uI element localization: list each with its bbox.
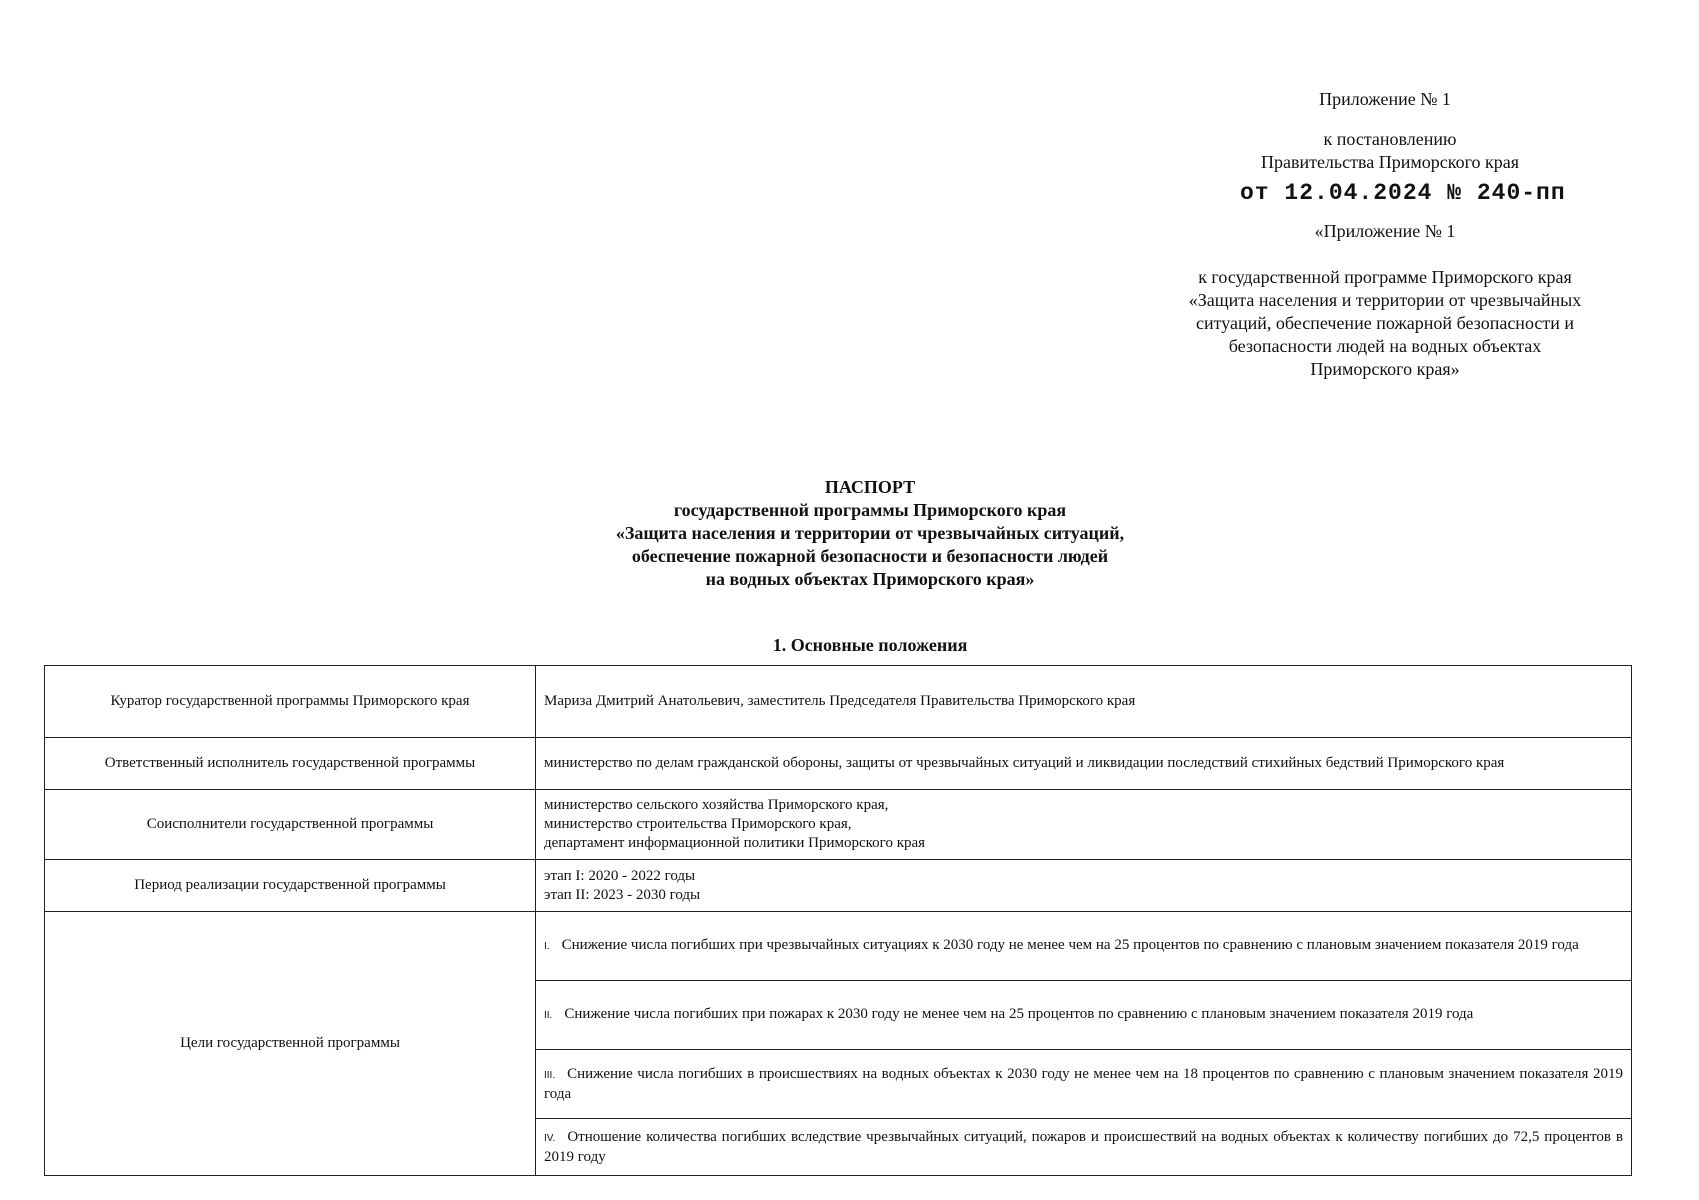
table-row: [45, 790, 1632, 860]
row-label: Ответственный исполнитель государственной программы: [45, 738, 536, 790]
table-row: [45, 738, 1632, 790]
program-reference-line: Приморского края»: [1310, 359, 1460, 379]
goal-numeral: I.: [544, 941, 550, 952]
table-row: [45, 860, 1632, 912]
passport-table: [44, 665, 1632, 1176]
decree-number: от 12.04.2024 № 240-пп: [1240, 180, 1566, 206]
decree-reference: [1200, 128, 1580, 174]
goal-numeral: IV.: [544, 1132, 556, 1144]
goal-numeral: II.: [544, 1010, 553, 1021]
title-line: государственной программы Приморского края: [673, 500, 1067, 520]
row-value-line: департамент информационной политики Приморского края: [544, 835, 926, 851]
title-line: на водных объектах Приморского края»: [705, 569, 1035, 589]
row-label: Куратор государственной программы Приморского края: [45, 666, 536, 738]
row-label: Соисполнители государственной программы: [45, 790, 536, 860]
goal-row: [45, 912, 1632, 981]
goal-item: [536, 981, 1632, 1050]
row-value-line: этап II: 2023 - 2030 годы: [544, 886, 701, 903]
document-title: [500, 476, 1240, 591]
goal-text: Отношение количества погибших вследствие чрезвычайных ситуаций, пожаров и происшествий на водных объектах к количеству погибших до 72,5 процентов в 2019 году: [544, 1128, 1623, 1165]
goal-item: [536, 912, 1632, 981]
program-reference-line: «Защита населения и территории от чрезвычайных: [1188, 290, 1582, 310]
program-reference-line: безопасности людей на водных объектах: [1228, 336, 1542, 356]
section-title: 1. Основные положения: [772, 635, 968, 655]
decree-line: к постановлению: [1323, 129, 1457, 149]
row-value-line: министерство сельского хозяйства Приморского края,: [544, 797, 889, 813]
title-line: «Защита населения и территории от чрезвычайных ситуаций,: [615, 523, 1125, 543]
goal-text: Снижение числа погибших в происшествиях на водных объектах к 2030 году не менее чем на 18 процентов по сравнению с плановым значением показателя 2019 года: [544, 1065, 1623, 1102]
program-reference: [1140, 266, 1630, 381]
decree-line: Правительства Приморского края: [1260, 152, 1520, 172]
row-value-line: этап I: 2020 - 2022 годы: [544, 867, 696, 884]
row-value-line: Мариза Дмитрий Анатольевич, заместитель Председателя Правительства Приморского края: [544, 693, 1136, 709]
row-value-line: министерство строительства Приморского края,: [544, 816, 852, 832]
row-value: [536, 790, 1632, 860]
goal-item: [536, 1050, 1632, 1119]
goal-text: Снижение числа погибших при чрезвычайных ситуациях к 2030 году не менее чем на 25 процентов по сравнению с плановым значением показателя 2019 года: [561, 937, 1579, 953]
title-line: обеспечение пожарной безопасности и безопасности людей: [631, 546, 1109, 566]
program-reference-line: к государственной программе Приморского края: [1198, 267, 1572, 287]
row-value: [536, 738, 1632, 790]
goal-item: [536, 1119, 1632, 1176]
row-value-line: министерство по делам гражданской обороны, защиты от чрезвычайных ситуаций и ликвидации последствий стихийных бедствий Приморского края: [544, 755, 1505, 771]
goals-label: Цели государственной программы: [45, 912, 536, 1176]
table-row: [45, 666, 1632, 738]
inner-appendix-title: «Приложение № 1: [1314, 221, 1456, 241]
row-label: Период реализации государственной программы: [45, 860, 536, 912]
row-value: [536, 860, 1632, 912]
goal-text: Снижение числа погибших при пожарах к 2030 году не менее чем на 25 процентов по сравнению с плановым значением показателя 2019 года: [564, 1006, 1474, 1022]
title-line: ПАСПОРТ: [824, 477, 916, 497]
goal-numeral: III.: [544, 1069, 556, 1081]
row-value: [536, 666, 1632, 738]
appendix-title: Приложение № 1: [1319, 89, 1451, 109]
program-reference-line: ситуаций, обеспечение пожарной безопасности и: [1195, 313, 1575, 333]
